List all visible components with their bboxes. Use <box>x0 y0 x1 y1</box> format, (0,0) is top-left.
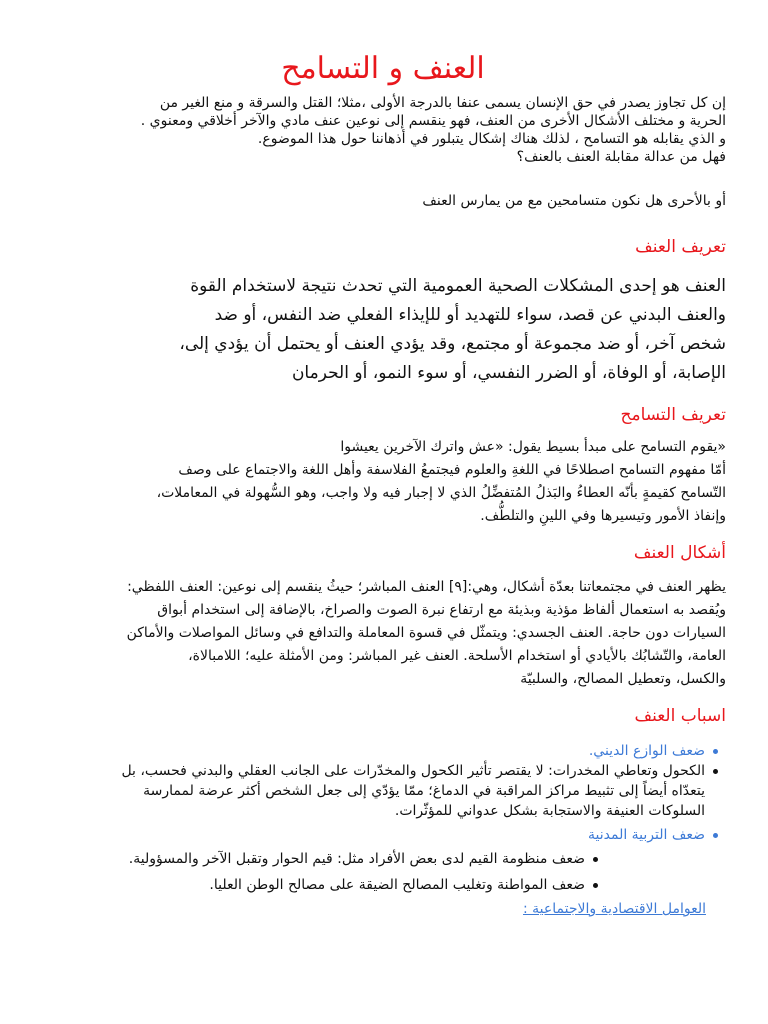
cause-subheading-economic: العوامل الاقتصادية والاجتماعية : <box>523 901 706 917</box>
document-title: العنف و التسامح <box>281 51 485 86</box>
cause-drugs-line: يتعدّاه أيضاً إلى تثبيط مراكز المراقبة في الدماغ؛ ممّا يؤدّي إلى جعل الشخص أكثر عرضة لممارسة <box>143 783 705 799</box>
list-item-continuation <box>40 781 726 801</box>
bullet-icon <box>713 833 718 838</box>
violence-forms-line: السيارات دون حاجة. العنف الجسدي: ويتمثّل في قسوة المعاملة والتدافع في وسائل المواصلات والأماكن <box>126 625 726 641</box>
violence-forms-line: يظهر العنف في مجتمعاتنا بعدّة أشكال، وهي:[٩] العنف المباشر؛ حيثُ ينقسم إلى نوعين: العنف اللفظي: <box>127 579 726 595</box>
intro-line: الحرية و مختلف الأشكال الأخرى من العنف، فهو ينقسم إلى نوعين عنف مادي والآخر أخلاقي ومعنوي . <box>140 113 726 129</box>
violence-definition-line: العنف هو إحدى المشكلات الصحية العمومية التي تحدث نتيجة لاستخدام القوة <box>190 276 726 296</box>
cause-citizenship-text: ضعف المواطنة وتغليب المصالح الضيقة على مصالح الوطن العليا. <box>209 877 585 893</box>
list-item <box>40 849 606 869</box>
cause-subheading-text: ضعف التربية المدنية <box>588 827 705 843</box>
cause-drugs-line: الكحول وتعاطي المخدرات: لا يقتصر تأثير الكحول والمخدّرات على الجانب العقلي والبدني فحسب، بل <box>121 763 705 779</box>
list-item <box>40 875 606 895</box>
cause-values-text: ضعف منظومة القيم لدى بعض الأفراد مثل: قيم الحوار وتقبل الآخر والمسؤولية. <box>128 851 585 867</box>
cause-list <box>40 761 726 821</box>
violence-definition-block <box>40 272 726 388</box>
heading-violence-definition: تعريف العنف <box>635 237 726 257</box>
bullet-icon <box>593 857 598 862</box>
violence-definition-line: والعنف البدني عن قصد، سواء للتهديد أو للإيذاء الفعلي ضد النفس، أو ضد <box>214 305 726 325</box>
tolerance-definition-line: «يقوم التسامح على مبدأ بسيط يقول: «عش واترك الآخرين يعيشوا <box>340 439 726 455</box>
violence-forms-line: العامة، والتّشابُك بالأيادي أو استخدام الأسلحة. العنف غير المباشر: ومن الأمثلة عليه؛ اللامبالاة، <box>188 648 726 664</box>
violence-forms-line: والكسل، وتعطيل المصالح، والسلبيّة <box>520 671 726 687</box>
cause-subheading-religion <box>40 741 726 761</box>
tolerance-definition-line: أمّا مفهوم التسامح اصطلاحًا في اللغةِ والعلوم فيجتمعُ الفلاسفة وأهل اللغة والاجتماع على وصف <box>178 462 726 478</box>
violence-causes-block <box>40 741 726 919</box>
cause-drugs-line: السلوكات العنيفة والاستجابة بشكل عدواني للمؤثّرات. <box>394 803 705 819</box>
cause-list <box>40 849 726 895</box>
heading-tolerance-definition: تعريف التسامح <box>620 405 726 425</box>
intro-line: و الذي يقابله هو التسامح ، لذلك هناك إشكال يتبلور في أذهاننا حول هذا الموضوع. <box>257 131 726 147</box>
violence-definition-line: شخص آخر، أو ضد مجموعة أو مجتمع، وقد يؤدي العنف أو يحتمل أن يؤدي إلى، <box>179 334 726 354</box>
spacer <box>40 166 726 192</box>
cause-subheading-text: ضعف الوازع الديني. <box>588 743 705 759</box>
intro-line: فهل من عدالة مقابلة العنف بالعنف؟ <box>516 149 726 165</box>
bullet-icon <box>713 769 718 774</box>
intro-question: أو بالأحرى هل نكون متسامحين مع من يمارس العنف <box>422 193 726 209</box>
list-item <box>40 761 726 781</box>
tolerance-definition-line: وإنفاذ الأمور وتيسيرها وفي اللينِ والتلطُّف. <box>480 508 726 524</box>
violence-forms-line: ويُقصد به استعمال ألفاظ مؤذية وبذيئة مع ارتفاع نبرة الصوت والصراخ، بالإضافة إلى استخدام أبواق <box>157 602 726 618</box>
violence-definition-line: الإصابة، أو الوفاة، أو الضرر النفسي، أو سوء النمو، أو الحرمان <box>291 363 726 383</box>
bullet-icon <box>593 883 598 888</box>
list-item-continuation <box>40 801 726 821</box>
heading-violence-causes: اسباب العنف <box>634 706 726 726</box>
tolerance-definition-line: التّسامح كقيمةٍ بأنّه العطاءُ والبَذلُ المُتفضِّلُ الذي لا إجبار فيه ولا واجب، وهو السُّهولة في المعاملات، <box>156 485 726 501</box>
intro-line: إن كل تجاوز يصدر في حق الإنسان يسمى عنفا بالدرجة الأولى ،مثلا؛ القتل والسرقة و منع الغير من <box>159 95 726 111</box>
heading-violence-forms: أشكال العنف <box>633 543 726 563</box>
bullet-icon <box>713 749 718 754</box>
tolerance-definition-block <box>40 436 726 528</box>
cause-subheading-civic <box>40 825 726 845</box>
violence-forms-block <box>40 576 726 691</box>
intro-block <box>40 94 726 210</box>
